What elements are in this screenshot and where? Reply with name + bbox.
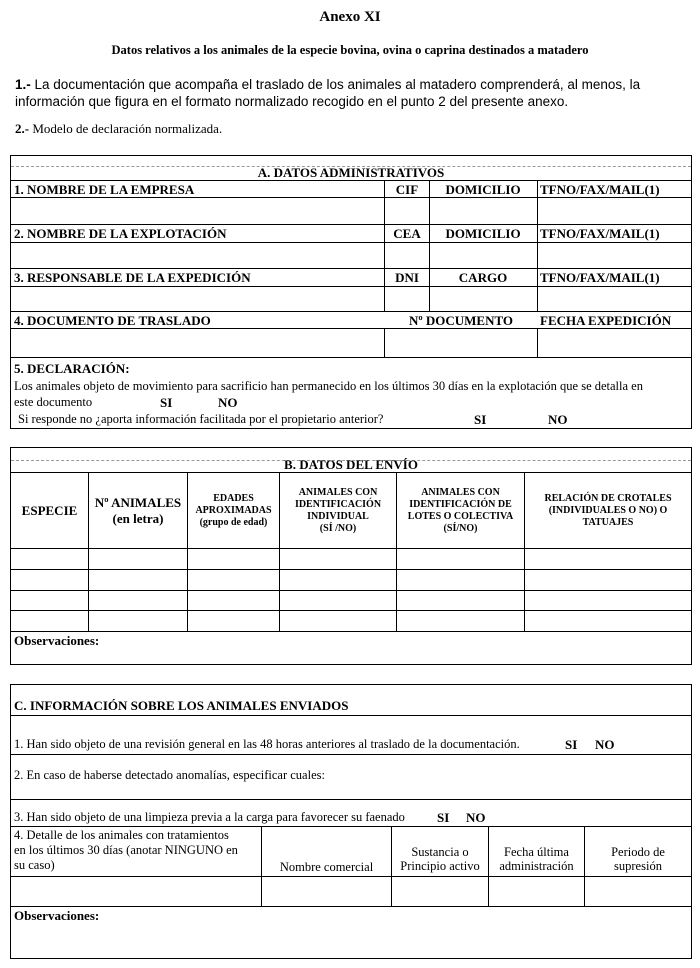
propietario-anterior-question: Si responde no ¿aporta información facilitada por el propietario anterior? <box>18 412 384 426</box>
revision-question: 1. Han sido objeto de una revisión general en las 48 horas anteriores al traslado de la documentación. <box>14 737 520 751</box>
ident-individual-header-line: ANIMALES CON <box>298 487 378 498</box>
domicilio-label: DOMICILIO <box>445 182 521 197</box>
declaracion-text-cont: este documento <box>14 395 93 409</box>
limpieza-si-option[interactable]: SI <box>437 810 450 825</box>
crotales-header-line: RELACIÓN DE CROTALES <box>544 493 672 504</box>
rule <box>11 715 691 716</box>
edades-header-line: EDADES <box>213 493 254 504</box>
paragraph-1-number: 1.- <box>15 77 31 92</box>
tratamientos-label-line: 4. Detalle de los animales con tratamientos <box>14 828 229 842</box>
anomalias-field[interactable] <box>11 784 691 798</box>
contact-label: TFNO/FAX/MAIL(1) <box>540 270 660 285</box>
ident-lotes-header-line: IDENTIFICACIÓN DE <box>409 499 512 510</box>
crotales-header <box>525 493 691 529</box>
envio-row[interactable] <box>11 570 691 590</box>
rule <box>11 472 691 473</box>
fecha-administracion-header <box>489 845 584 873</box>
fecha-administracion-field[interactable] <box>489 877 584 906</box>
especie-header: ESPECIE <box>21 503 78 518</box>
envio-row[interactable] <box>11 549 691 569</box>
ident-lotes-header-line: ANIMALES CON <box>421 487 500 498</box>
limpieza-question: 3. Han sido objeto de una limpieza previa a la carga para favorecer su faenado <box>14 810 405 824</box>
edades-header <box>188 493 279 529</box>
domicilio-label: DOMICILIO <box>445 226 521 241</box>
periodo-supresion-field[interactable] <box>585 877 691 906</box>
animales-observaciones-label: Observaciones: <box>14 908 100 923</box>
numero-documento-label: Nº DOCUMENTO <box>408 313 514 328</box>
edades-header-line: APROXIMADAS <box>195 505 272 516</box>
paragraph-1 <box>15 76 685 110</box>
revision-no-option[interactable]: NO <box>595 737 615 752</box>
contacto-empresa-field[interactable] <box>538 198 691 224</box>
fecha-administracion-header-line: Fecha última <box>504 845 569 859</box>
responsable-field[interactable] <box>11 287 383 311</box>
cea-label: CEA <box>393 226 421 241</box>
sustancia-header-line: Sustancia o <box>411 845 469 859</box>
rule <box>11 799 691 800</box>
domicilio-empresa-field[interactable] <box>430 198 536 224</box>
ident-lotes-header-line: (SÍ/NO) <box>443 523 478 534</box>
documento-traslado-label: 4. DOCUMENTO DE TRASLADO <box>14 313 211 328</box>
declaracion-no-option[interactable]: NO <box>218 395 238 410</box>
crotales-header-line: TATUAJES <box>582 517 634 528</box>
envio-observaciones-label: Observaciones: <box>14 633 100 648</box>
page-subtitle: Datos relativos a los animales de la especie bovina, ovina o caprina destinados a matadero <box>111 43 589 57</box>
cargo-label: CARGO <box>458 270 508 285</box>
declaracion-si-option[interactable]: SI <box>160 395 173 410</box>
anomalias-label: 2. En caso de haberse detectado anomalías, especificar cuales: <box>14 768 325 782</box>
num-animales-header-line: Nº ANIMALES <box>94 495 182 510</box>
periodo-supresion-header <box>585 845 691 873</box>
num-animales-header <box>89 495 187 527</box>
nombre-comercial-header: Nombre comercial <box>279 860 374 874</box>
dni-label: DNI <box>395 270 419 285</box>
ident-individual-header-line: IDENTIFICACIÓN <box>294 499 382 510</box>
ident-individual-header-line: INDIVIDUAL <box>307 511 369 522</box>
fecha-expedicion-label: FECHA EXPEDICIÓN <box>540 313 672 328</box>
cea-field[interactable] <box>385 243 428 268</box>
tratamientos-label-line: en los últimos 30 días (anotar NINGUNO en <box>14 843 238 857</box>
paragraph-2 <box>15 121 222 137</box>
contact-label: TFNO/FAX/MAIL(1) <box>540 226 660 241</box>
fecha-administracion-header-line: administración <box>499 859 574 873</box>
rule <box>11 754 691 755</box>
sustancia-header <box>392 845 488 873</box>
propietario-si-option[interactable]: SI <box>474 412 487 427</box>
ident-individual-header-line: (SÍ /NO) <box>319 523 357 534</box>
edades-header-line: (grupo de edad) <box>199 517 268 528</box>
contacto-explotacion-field[interactable] <box>538 243 691 268</box>
responsable-label: 3. RESPONSABLE DE LA EXPEDICIÓN <box>14 270 251 285</box>
envio-row[interactable] <box>11 591 691 610</box>
section-b-title: B. DATOS DEL ENVÍO <box>284 457 418 472</box>
nombre-comercial-field[interactable] <box>262 877 391 906</box>
fecha-expedicion-field[interactable] <box>538 329 691 357</box>
cif-label: CIF <box>395 182 419 197</box>
dni-field[interactable] <box>385 287 428 311</box>
envio-observaciones-field[interactable] <box>11 649 691 664</box>
contacto-responsable-field[interactable] <box>538 287 691 311</box>
rule <box>11 311 691 312</box>
ident-lotes-header-line: LOTES O COLECTIVA <box>407 511 514 522</box>
declaracion-text: Los animales objeto de movimiento para sacrificio han permanecido en los últimos 30 días en la explotación que se detalla en <box>14 379 643 393</box>
propietario-no-option[interactable]: NO <box>548 412 568 427</box>
cargo-field[interactable] <box>430 287 536 311</box>
rule <box>11 357 691 358</box>
page-title: Anexo XI <box>319 9 381 25</box>
cif-field[interactable] <box>385 198 428 224</box>
tratamientos-label <box>14 828 238 873</box>
tratamiento-animales-field[interactable] <box>11 877 261 906</box>
sustancia-header-line: Principio activo <box>400 859 480 873</box>
explotacion-label: 2. NOMBRE DE LA EXPLOTACIÓN <box>14 226 227 241</box>
domicilio-explotacion-field[interactable] <box>430 243 536 268</box>
crotales-header-line: (INDIVIDUALES O NO) O <box>548 505 668 516</box>
periodo-supresion-header-line: Periodo de <box>611 845 665 859</box>
ident-lotes-header <box>397 487 524 535</box>
explotacion-field[interactable] <box>11 243 383 268</box>
documento-traslado-field[interactable] <box>11 329 383 357</box>
sustancia-field[interactable] <box>392 877 488 906</box>
paragraph-2-number: 2.- <box>15 121 30 136</box>
rule <box>11 268 691 269</box>
section-c-title: C. INFORMACIÓN SOBRE LOS ANIMALES ENVIADOS <box>14 698 349 713</box>
tratamientos-label-line: su caso) <box>14 858 55 872</box>
animales-observaciones-field[interactable] <box>11 925 691 957</box>
declaracion-title: 5. DECLARACIÓN: <box>14 361 130 376</box>
limpieza-no-option[interactable]: NO <box>466 810 486 825</box>
rule <box>11 224 691 225</box>
rule <box>11 631 691 632</box>
revision-si-option[interactable]: SI <box>565 737 578 752</box>
empresa-field[interactable] <box>11 198 383 224</box>
section-a-title: A. DATOS ADMINISTRATIVOS <box>257 165 445 180</box>
envio-row[interactable] <box>11 611 691 631</box>
paragraph-1-text: La documentación que acompaña el traslado de los animales al matadero comprenderá, al menos, la información que figura en el formato normalizado recogido en el punto 2 del presente anexo. <box>15 77 641 109</box>
rule <box>11 180 691 181</box>
rule <box>11 826 691 827</box>
num-animales-header-line: (en letra) <box>112 511 164 526</box>
empresa-label: 1. NOMBRE DE LA EMPRESA <box>14 182 195 197</box>
periodo-supresion-header-line: supresión <box>614 859 662 873</box>
contact-label: TFNO/FAX/MAIL(1) <box>540 182 660 197</box>
ident-individual-header <box>280 487 396 535</box>
numero-documento-field[interactable] <box>385 329 536 357</box>
rule <box>11 906 691 907</box>
paragraph-2-text: Modelo de declaración normalizada. <box>32 121 223 136</box>
